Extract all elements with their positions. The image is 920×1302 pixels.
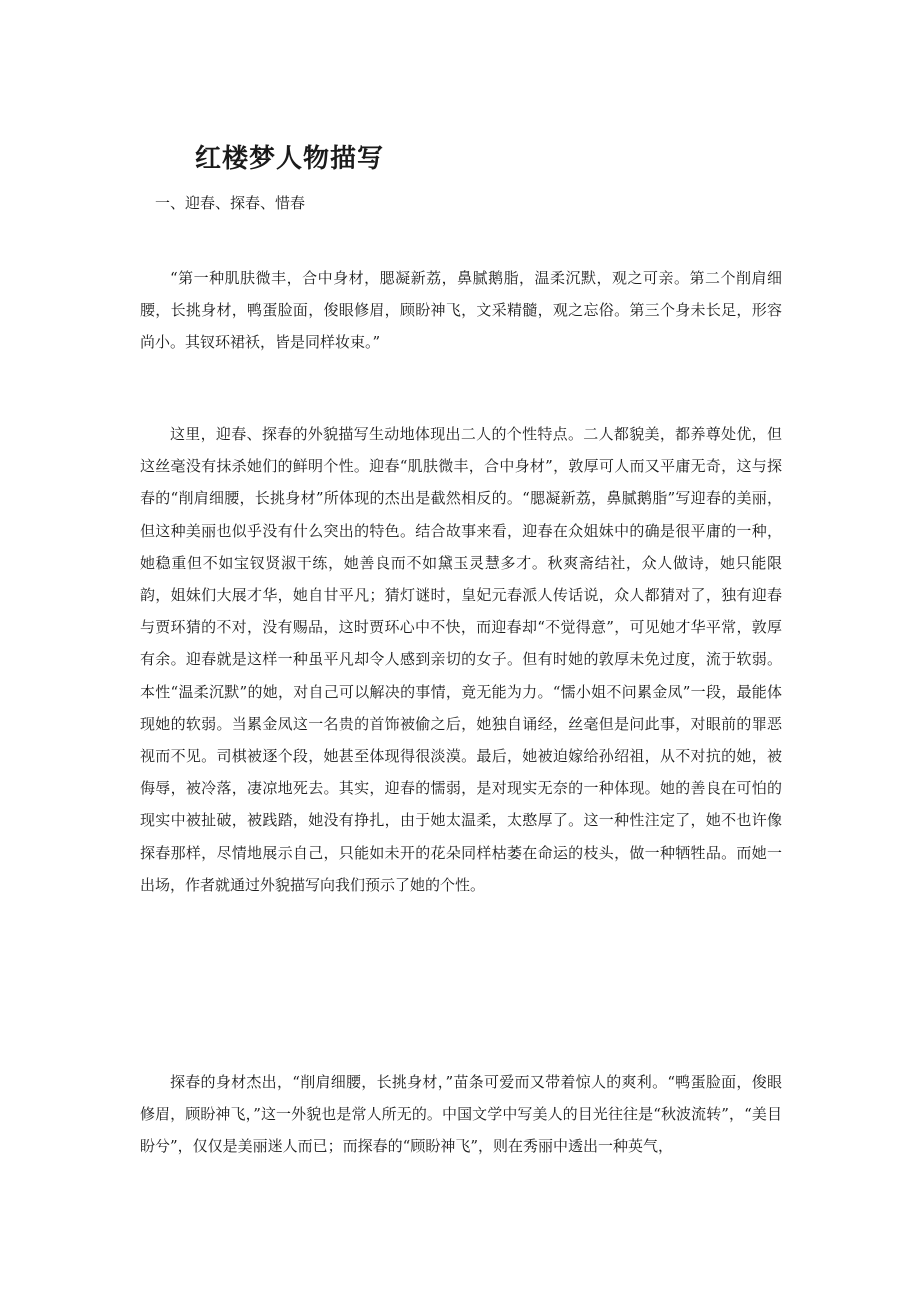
paragraph-tanchun: 探春的身材杰出，“削肩细腰，长挑身材，”苗条可爱而又带着惊人的爽利。“鸭蛋脸面，俊眼修眉，顾盼神飞，”这一外貌也是常人所无的。中国文学中写美人的目光往往是“秋波流转”，“美目盼兮”，仅仅是美丽迷人而已；而探春的“顾盼神飞”，则在秀丽中透出一种英气， bbox=[140, 1073, 782, 1156]
section-heading: 一、迎春、探春、惜春 bbox=[155, 194, 306, 212]
paragraph-quote: “第一种肌肤微丰，合中身材，腮凝新荔，鼻腻鹅脂，温柔沉默，观之可亲。第二个削肩细腰，长挑身材，鸭蛋脸面，俊眼修眉，顾盼神飞，文采精髓，观之忘俗。第三个身未长足，形容尚小。其钗环裙袄，皆是同样妆束。” bbox=[140, 269, 782, 352]
paragraph-yingchun: 这里，迎春、探春的外貌描写生动地体现出二人的个性特点。二人都貌美，都养尊处优，但这丝毫没有抹杀她们的鲜明个性。迎春“肌肤微丰，合中身材”，敦厚可人而又平庸无奇，这与探春的“削肩细腰，长挑身材”所体现的杰出是截然相反的。“腮凝新荔，鼻腻鹅脂”写迎春的美丽，但这种美丽也似乎没有什么突出的特色。结合故事来看，迎春在众姐妹中的确是很平庸的一种，她稳重但不如宝钗贤淑干练，她善良而不如黛玉灵慧多才。秋爽斋结社，众人做诗，她只能限韵，姐妹们大展才华，她自甘平凡；猜灯谜时，皇妃元春派人传话说，众人都猜对了，独有迎春与贾环猜的不对，没有赐品，这时贾环心中不快，而迎春却“不觉得意”，可见她才华平常，敦厚有余。迎春就是这样一种虽平凡却令人感到亲切的女子。但有时她的敦厚未免过度，流于软弱。本性“温柔沉默”的她，对自己可以解决的事情，竟无能为力。“懦小姐不问累金凤”一段，最能体现她的软弱。当累金凤这一名贵的首饰被偷之后，她独自诵经，丝毫但是问此事，对眼前的罪恶视而不见。司棋被逐个段，她甚至体现得很淡漠。最后，她被迫嫁给孙绍祖，从不对抗的她，被侮辱，被冷落，凄凉地死去。其实，迎春的懦弱，是对现实无奈的一种体现。她的善良在可怕的现实中被扯破，被践踏，她没有挣扎，由于她太温柔，太憨厚了。这一种性注定了，她不也许像探春那样，尽情地展示自己，只能如未开的花朵同样枯萎在命运的枝头，做一种牺牲品。而她一出场，作者就通过外貌描写向我们预示了她的个性。 bbox=[140, 425, 782, 894]
document-title: 红楼梦人物描写 bbox=[195, 144, 385, 174]
